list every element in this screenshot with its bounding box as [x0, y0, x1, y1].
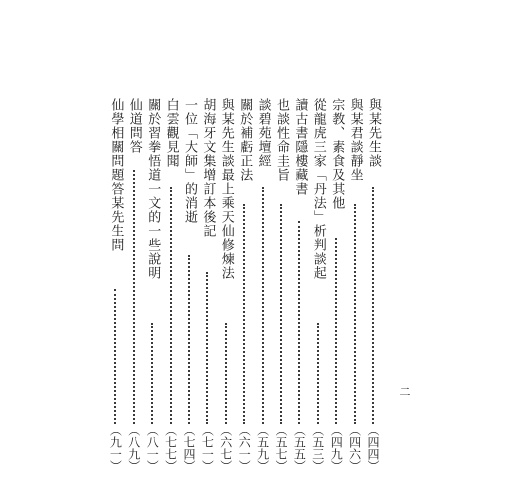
entry-title: 仙學相關問題答某先生問: [108, 98, 124, 252]
entry-page-number: （四四）: [366, 424, 380, 472]
entry-page-number: （四六）: [347, 424, 362, 472]
entry-page-number: （五九）: [255, 424, 270, 472]
dot-leader: [206, 272, 208, 424]
dot-leader: [262, 187, 264, 424]
toc-entry: [163, 98, 179, 472]
dot-leader: [280, 204, 282, 424]
entry-page-number: （五七）: [274, 424, 288, 472]
entry-title: 讀古書隱樓藏書: [292, 98, 308, 196]
entry-page-number: （四九）: [329, 424, 344, 472]
entry-title: 與某先生談: [366, 98, 381, 168]
entry-page-number: （六七）: [218, 424, 233, 472]
toc-entry: [347, 98, 363, 472]
dot-leader: [151, 323, 153, 424]
dot-leader: [354, 204, 356, 424]
entry-page-number: （五三）: [310, 424, 325, 472]
entry-page-number: （七一）: [200, 424, 215, 472]
entry-title: 關於補虧正法: [237, 98, 253, 182]
dot-leader: [188, 255, 190, 424]
entry-title: 仙道問答: [126, 98, 142, 154]
entry-title: 與某先生談最上乘天仙修煉法: [218, 98, 234, 280]
dot-leader: [372, 187, 374, 424]
dot-leader: [114, 289, 116, 424]
toc-entry: [144, 98, 160, 472]
page-number: 二: [398, 386, 411, 397]
entry-page-number: （七四）: [182, 424, 196, 472]
toc-entry: [291, 98, 307, 472]
toc-entry: [107, 98, 123, 472]
toc-entry: [310, 98, 326, 472]
toc-entry: [255, 98, 271, 472]
entry-title: 一位「大師」的消逝: [182, 98, 197, 224]
toc-entry: [273, 98, 289, 472]
entry-page-number: （七七）: [163, 424, 178, 472]
entry-title: 談碧苑壇經: [255, 98, 271, 168]
dot-leader: [317, 323, 319, 424]
entry-title: 與某君談靜坐: [347, 98, 363, 182]
entry-title: 也談性命圭旨: [274, 98, 289, 182]
dot-leader: [225, 323, 227, 424]
entry-page-number: （八九）: [126, 424, 141, 472]
toc-entry: [218, 98, 234, 472]
dot-leader: [335, 238, 337, 424]
entry-page-number: （五五）: [292, 424, 307, 472]
entry-page-number: （八一）: [145, 424, 160, 472]
toc-entry: [365, 98, 381, 472]
entry-title: 白雲觀見聞: [163, 98, 179, 168]
toc-entry: [199, 98, 215, 472]
entry-page-number: （九一）: [108, 424, 123, 472]
entry-title: 關於習拳悟道一文的一些說明: [145, 98, 161, 280]
entry-title: 胡海牙文集增訂本後記: [200, 98, 216, 238]
toc-entry: [328, 98, 344, 472]
dot-leader: [243, 204, 245, 424]
entry-title: 宗教、素食及其他: [329, 98, 345, 210]
entry-title: 從龍虎三家「丹法」析判談起: [310, 98, 326, 280]
toc-entry: [181, 98, 197, 472]
dot-leader: [133, 170, 135, 424]
dot-leader: [298, 221, 300, 424]
toc-entry: [236, 98, 252, 472]
toc-entry: [126, 98, 142, 472]
entry-page-number: （六一）: [237, 424, 252, 472]
dot-leader: [170, 187, 172, 424]
